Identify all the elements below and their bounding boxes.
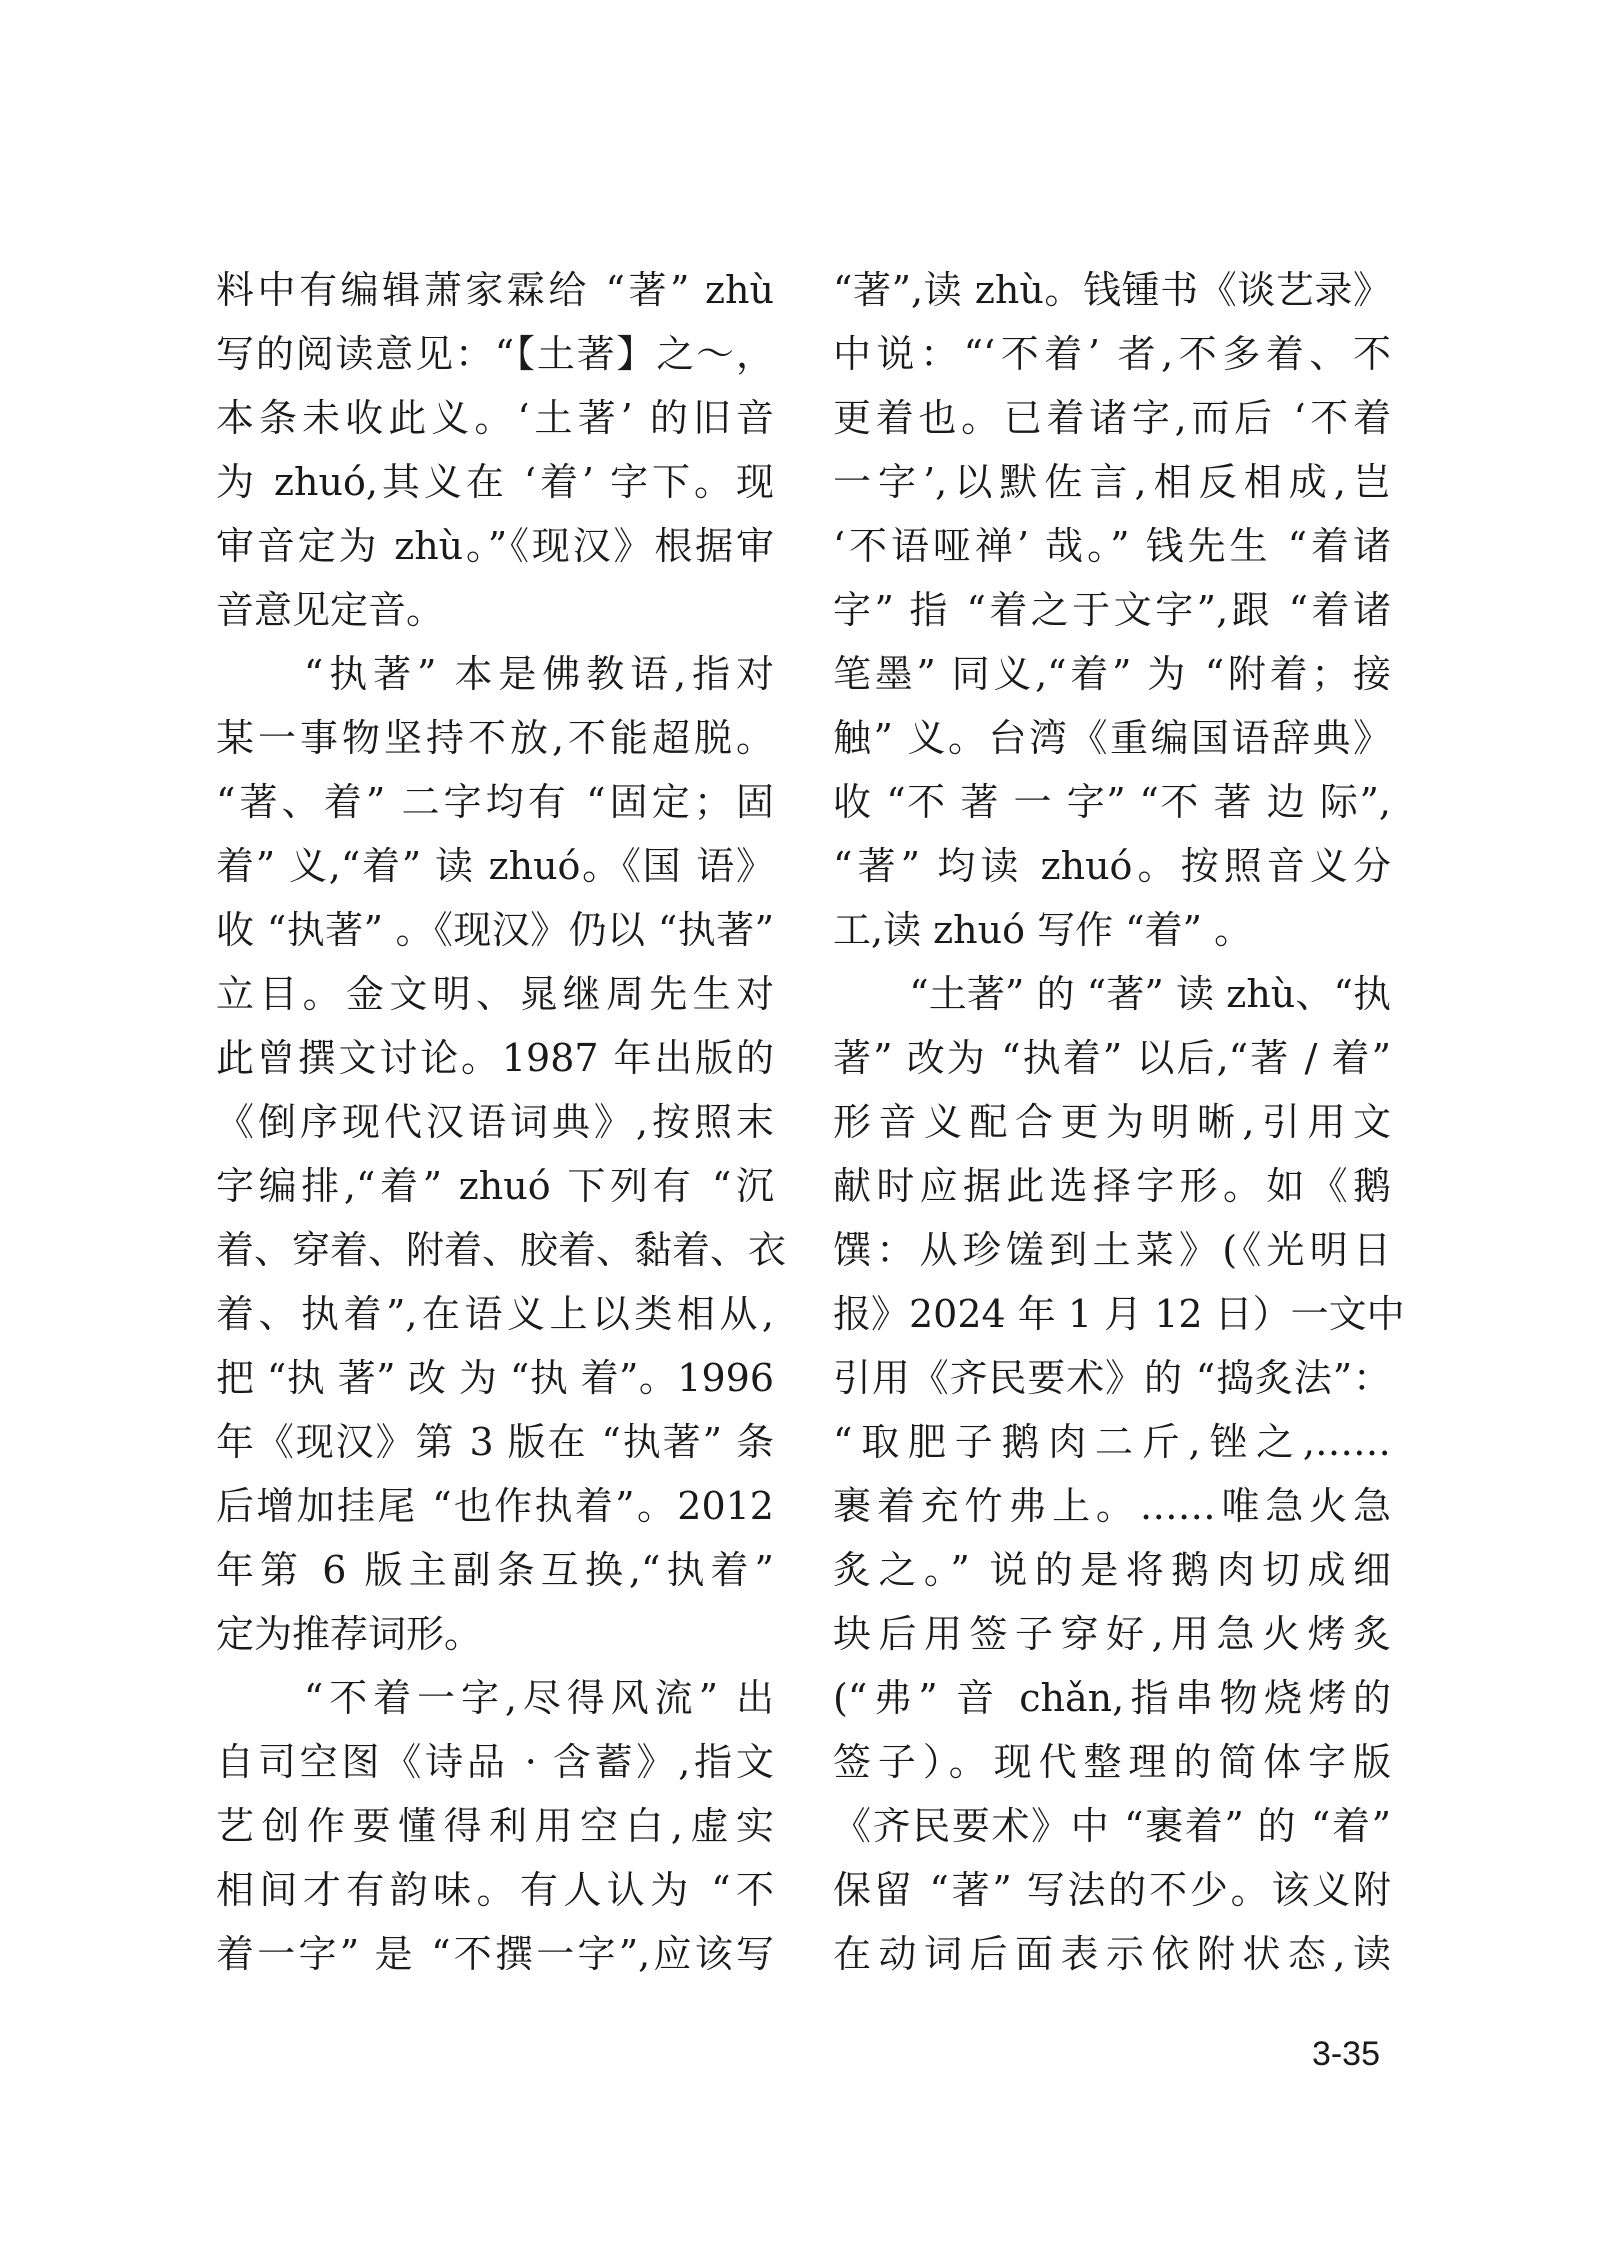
text-line: 本条未收此义。‘土著’ 的旧音 <box>216 396 774 440</box>
text-line: “土著” 的 “著” 读 zhù、“执 <box>833 972 1391 1016</box>
text-line: 在动词后面表示依附状态,读 <box>833 1932 1391 1976</box>
text-line: 《齐民要术》中 “裹着” 的 “着” <box>833 1804 1391 1848</box>
text-line: “著”,读 zhù。钱锺书《谈艺录》 <box>833 268 1391 312</box>
text-line: 年第 6 版主副条互换,“执着” <box>216 1548 774 1592</box>
text-line: 后增加挂尾 “也作执着”。2012 <box>216 1484 774 1528</box>
text-line: 引用《齐民要术》的 “捣炙法”： <box>833 1356 1391 1400</box>
text-line: 笔墨” 同义,“着” 为 “附着；接 <box>833 652 1391 696</box>
text-line: 字” 指 “着之于文字”,跟 “着诸 <box>833 588 1391 632</box>
page-number: 3-35 <box>1311 2035 1380 2073</box>
left-text-column <box>216 258 787 1986</box>
text-line: 《倒序现代汉语词典》,按照末 <box>216 1100 774 1144</box>
text-line: 音意见定音。 <box>216 588 445 632</box>
text-line: 定为推荐词形。 <box>216 1612 483 1656</box>
text-line: 着” 义,“着” 读 zhuó。《国 语》 <box>216 844 774 888</box>
text-line: 中说：“‘不着’ 者,不多着、不 <box>833 332 1391 376</box>
text-line: 馔：从珍馐到土菜》(《光明日 <box>833 1228 1391 1272</box>
text-line: 签子）。现代整理的简体字版 <box>833 1740 1391 1784</box>
text-line: 保留 “著” 写法的不少。该义附 <box>833 1868 1391 1912</box>
text-line: 献时应据此选择字形。如《鹅 <box>833 1164 1391 1208</box>
text-line: 审音定为 zhù。”《现汉》根据审 <box>216 524 774 568</box>
text-line: 此曾撰文讨论。1987 年出版的 <box>216 1036 774 1080</box>
text-line: “著” 均读 zhuó。按照音义分 <box>833 844 1391 888</box>
text-line: 裹着充竹弗上。……唯急火急 <box>833 1484 1391 1528</box>
text-line: 着一字” 是 “不撰一字”,应该写 <box>216 1932 774 1976</box>
text-line: 更着也。已着诸字,而后 ‘不着 <box>833 396 1391 440</box>
text-line: 块后用签子穿好,用急火烤炙 <box>833 1612 1391 1656</box>
text-line: 把 “执 著” 改 为 “执 着”。1996 <box>216 1356 774 1400</box>
text-line: 著” 改为 “执着” 以后,“著 / 着” <box>833 1036 1391 1080</box>
text-line: 触” 义。台湾《重编国语辞典》 <box>833 716 1391 760</box>
text-line: 着、执着”,在语义上以类相从, <box>216 1292 774 1336</box>
text-line: 收 “执著” 。《现汉》仍以 “执著” <box>216 908 774 952</box>
text-line: 字编排,“着” zhuó 下列有 “沉 <box>216 1164 774 1208</box>
text-line: 相间才有韵味。有人认为 “不 <box>216 1868 774 1912</box>
text-line: “不着一字,尽得风流” 出 <box>216 1676 774 1720</box>
text-line: 自司空图《诗品 · 含蓄》,指文 <box>216 1740 774 1784</box>
right-text-column <box>833 258 1405 1986</box>
text-line: 某一事物坚持不放,不能超脱。 <box>216 716 774 760</box>
text-line: 工,读 zhuó 写作 “着” 。 <box>833 908 1253 952</box>
text-line: 料中有编辑萧家霖给 “著” zhù <box>216 268 774 312</box>
text-line: “取肥子鹅肉二斤,锉之,…… <box>833 1420 1391 1464</box>
text-line: “执著” 本是佛教语,指对 <box>216 652 774 696</box>
text-line: 报》2024 年 1 月 12 日）一文中 <box>833 1292 1405 1336</box>
text-line: 一字’,以默佐言,相反相成,岂 <box>833 460 1391 504</box>
text-line: 为 zhuó,其义在 ‘着’ 字下。现 <box>216 460 774 504</box>
text-line: “著、着” 二字均有 “固定；固 <box>216 780 774 824</box>
text-line: 炙之。” 说的是将鹅肉切成细 <box>833 1548 1391 1592</box>
text-line: 年《现汉》第 3 版在 “执著” 条 <box>216 1420 774 1464</box>
text-line: 立目。金文明、晁继周先生对 <box>216 972 774 1016</box>
text-line: 艺创作要懂得利用空白,虚实 <box>216 1804 774 1848</box>
text-line: (“弗” 音 chǎn,指串物烧烤的 <box>833 1676 1391 1720</box>
text-line: 写的阅读意见：“【土著】之～， <box>216 332 774 376</box>
text-line: 收 “不 著 一 字” “不 著 边 际”, <box>833 780 1391 824</box>
text-line: 形音义配合更为明晰,引用文 <box>833 1100 1391 1144</box>
text-line: ‘不语哑禅’ 哉。” 钱先生 “着诸 <box>833 524 1391 568</box>
text-line: 着、穿着、附着、胶着、黏着、衣 <box>216 1228 787 1272</box>
